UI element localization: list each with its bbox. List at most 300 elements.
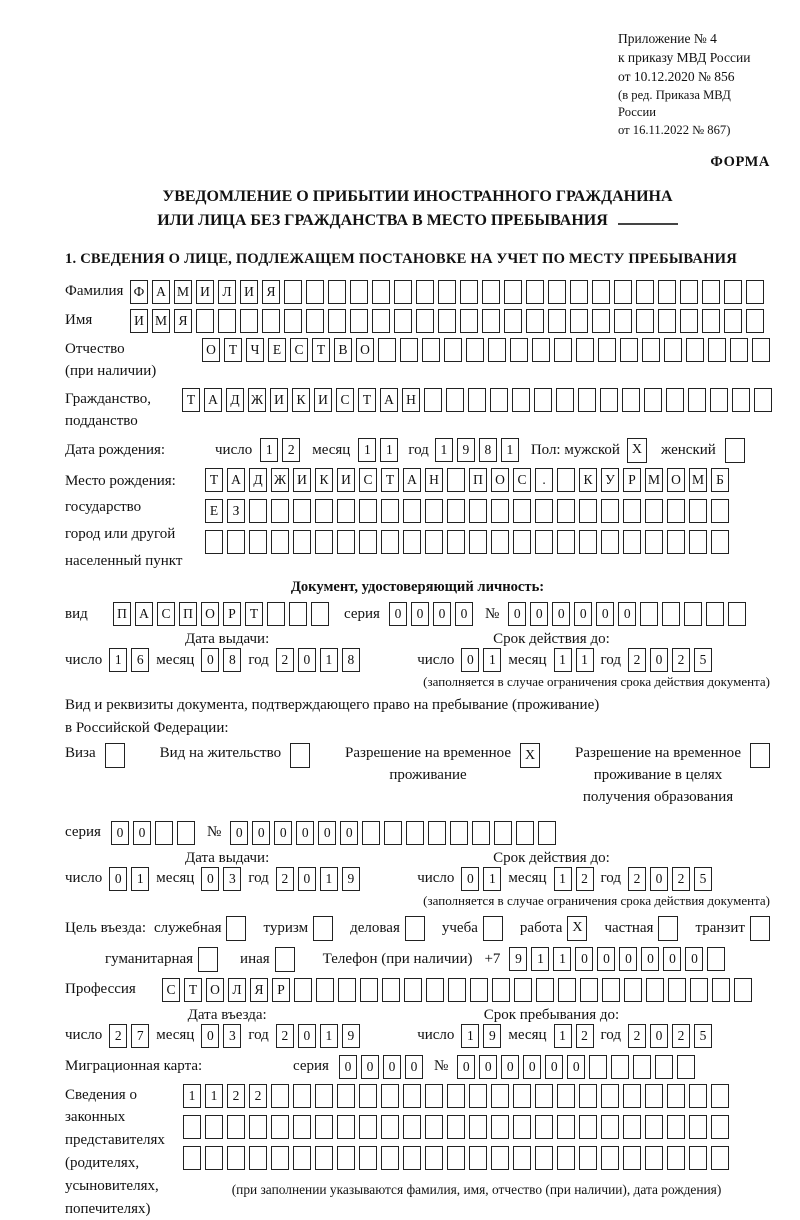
char-cell[interactable] xyxy=(284,280,302,304)
char-cell[interactable] xyxy=(293,1115,311,1139)
char-cell[interactable]: 0 xyxy=(530,602,548,626)
char-cell[interactable] xyxy=(711,530,729,554)
char-cell[interactable] xyxy=(504,280,522,304)
char-cell[interactable] xyxy=(535,1084,553,1108)
char-cell[interactable] xyxy=(645,1146,663,1170)
char-cell[interactable]: 0 xyxy=(383,1055,401,1079)
char-cell[interactable] xyxy=(580,978,598,1002)
char-cell[interactable] xyxy=(359,499,377,523)
char-cell[interactable] xyxy=(404,978,422,1002)
char-cell[interactable]: 2 xyxy=(249,1084,267,1108)
char-cell[interactable] xyxy=(686,338,704,362)
char-cell[interactable]: П xyxy=(469,468,487,492)
char-cell[interactable]: Т xyxy=(381,468,399,492)
char-cell[interactable] xyxy=(155,821,173,845)
char-cell[interactable]: И xyxy=(314,388,332,412)
char-cell[interactable] xyxy=(384,821,402,845)
char-cell[interactable]: 5 xyxy=(694,1024,712,1048)
char-cell[interactable]: 9 xyxy=(342,1024,360,1048)
char-cell[interactable]: 1 xyxy=(183,1084,201,1108)
char-cell[interactable]: 0 xyxy=(298,867,316,891)
char-cell[interactable]: 2 xyxy=(227,1084,245,1108)
char-cell[interactable] xyxy=(707,947,725,971)
char-cell[interactable] xyxy=(711,499,729,523)
char-cell[interactable] xyxy=(294,978,312,1002)
char-cell[interactable]: 0 xyxy=(567,1055,585,1079)
char-cell[interactable] xyxy=(422,338,440,362)
char-cell[interactable] xyxy=(337,499,355,523)
char-cell[interactable] xyxy=(205,530,223,554)
char-cell[interactable]: 1 xyxy=(554,1024,572,1048)
char-cell[interactable] xyxy=(491,530,509,554)
purpose-option-checkbox[interactable] xyxy=(658,916,678,941)
char-cell[interactable]: Р xyxy=(223,602,241,626)
char-cell[interactable] xyxy=(337,1146,355,1170)
char-cell[interactable] xyxy=(633,1055,651,1079)
char-cell[interactable] xyxy=(218,309,236,333)
char-cell[interactable] xyxy=(557,1146,575,1170)
char-cell[interactable]: Я xyxy=(250,978,268,1002)
char-cell[interactable] xyxy=(752,338,770,362)
char-cell[interactable]: О xyxy=(206,978,224,1002)
char-cell[interactable] xyxy=(513,1084,531,1108)
char-cell[interactable] xyxy=(689,499,707,523)
char-cell[interactable]: 0 xyxy=(685,947,703,971)
char-cell[interactable] xyxy=(570,280,588,304)
char-cell[interactable]: И xyxy=(130,309,148,333)
char-cell[interactable] xyxy=(362,821,380,845)
char-cell[interactable]: 9 xyxy=(509,947,527,971)
char-cell[interactable]: 1 xyxy=(483,648,501,672)
char-cell[interactable] xyxy=(601,1084,619,1108)
char-cell[interactable] xyxy=(601,1146,619,1170)
char-cell[interactable]: М xyxy=(689,468,707,492)
char-cell[interactable] xyxy=(662,602,680,626)
char-cell[interactable] xyxy=(645,1115,663,1139)
char-cell[interactable]: Д xyxy=(249,468,267,492)
char-cell[interactable] xyxy=(557,530,575,554)
char-cell[interactable] xyxy=(622,388,640,412)
char-cell[interactable] xyxy=(490,388,508,412)
char-cell[interactable]: Л xyxy=(218,280,236,304)
char-cell[interactable] xyxy=(337,1084,355,1108)
char-cell[interactable]: 2 xyxy=(576,1024,594,1048)
char-cell[interactable] xyxy=(438,280,456,304)
char-cell[interactable]: 1 xyxy=(461,1024,479,1048)
char-cell[interactable]: Я xyxy=(262,280,280,304)
char-cell[interactable]: 0 xyxy=(457,1055,475,1079)
char-cell[interactable] xyxy=(359,1115,377,1139)
char-cell[interactable] xyxy=(667,1084,685,1108)
char-cell[interactable]: Е xyxy=(268,338,286,362)
char-cell[interactable]: 1 xyxy=(358,438,376,462)
char-cell[interactable] xyxy=(579,1146,597,1170)
char-cell[interactable]: О xyxy=(356,338,374,362)
char-cell[interactable]: 0 xyxy=(318,821,336,845)
char-cell[interactable] xyxy=(557,499,575,523)
char-cell[interactable] xyxy=(416,280,434,304)
char-cell[interactable]: 0 xyxy=(109,867,127,891)
char-cell[interactable] xyxy=(492,978,510,1002)
char-cell[interactable]: 0 xyxy=(461,867,479,891)
char-cell[interactable]: 0 xyxy=(641,947,659,971)
char-cell[interactable] xyxy=(538,821,556,845)
char-cell[interactable] xyxy=(598,338,616,362)
char-cell[interactable]: 0 xyxy=(650,648,668,672)
char-cell[interactable]: Т xyxy=(224,338,242,362)
char-cell[interactable]: О xyxy=(491,468,509,492)
char-cell[interactable] xyxy=(271,1146,289,1170)
char-cell[interactable] xyxy=(623,1146,641,1170)
char-cell[interactable] xyxy=(754,388,772,412)
char-cell[interactable] xyxy=(516,821,534,845)
char-cell[interactable] xyxy=(548,309,566,333)
char-cell[interactable] xyxy=(482,309,500,333)
char-cell[interactable]: 0 xyxy=(252,821,270,845)
char-cell[interactable] xyxy=(667,499,685,523)
char-cell[interactable] xyxy=(730,338,748,362)
char-cell[interactable] xyxy=(403,499,421,523)
char-cell[interactable] xyxy=(601,1115,619,1139)
char-cell[interactable]: 2 xyxy=(672,1024,690,1048)
char-cell[interactable]: 0 xyxy=(545,1055,563,1079)
char-cell[interactable] xyxy=(636,309,654,333)
char-cell[interactable] xyxy=(205,1146,223,1170)
char-cell[interactable] xyxy=(337,530,355,554)
sex-female-checkbox[interactable] xyxy=(725,438,745,463)
char-cell[interactable] xyxy=(447,1084,465,1108)
char-cell[interactable] xyxy=(513,1115,531,1139)
char-cell[interactable] xyxy=(350,280,368,304)
char-cell[interactable] xyxy=(513,1146,531,1170)
char-cell[interactable] xyxy=(315,1084,333,1108)
char-cell[interactable] xyxy=(249,530,267,554)
residence-permit-checkbox[interactable] xyxy=(290,743,310,768)
char-cell[interactable] xyxy=(271,1084,289,1108)
char-cell[interactable]: П xyxy=(113,602,131,626)
char-cell[interactable] xyxy=(378,338,396,362)
char-cell[interactable]: 1 xyxy=(554,867,572,891)
char-cell[interactable] xyxy=(688,388,706,412)
char-cell[interactable] xyxy=(466,338,484,362)
char-cell[interactable] xyxy=(381,1146,399,1170)
char-cell[interactable] xyxy=(425,530,443,554)
purpose-option-checkbox[interactable] xyxy=(750,916,770,941)
char-cell[interactable]: 0 xyxy=(479,1055,497,1079)
char-cell[interactable] xyxy=(359,530,377,554)
char-cell[interactable] xyxy=(293,499,311,523)
char-cell[interactable] xyxy=(512,388,530,412)
char-cell[interactable]: 0 xyxy=(133,821,151,845)
char-cell[interactable] xyxy=(690,978,708,1002)
char-cell[interactable] xyxy=(702,280,720,304)
char-cell[interactable]: Б xyxy=(711,468,729,492)
char-cell[interactable] xyxy=(532,338,550,362)
char-cell[interactable] xyxy=(316,978,334,1002)
char-cell[interactable] xyxy=(425,1084,443,1108)
char-cell[interactable] xyxy=(271,530,289,554)
char-cell[interactable]: О xyxy=(201,602,219,626)
char-cell[interactable] xyxy=(680,309,698,333)
char-cell[interactable] xyxy=(381,530,399,554)
char-cell[interactable] xyxy=(494,821,512,845)
char-cell[interactable]: М xyxy=(152,309,170,333)
char-cell[interactable] xyxy=(447,1146,465,1170)
char-cell[interactable]: 9 xyxy=(457,438,475,462)
char-cell[interactable] xyxy=(328,309,346,333)
char-cell[interactable]: А xyxy=(152,280,170,304)
char-cell[interactable]: 7 xyxy=(131,1024,149,1048)
char-cell[interactable]: 2 xyxy=(276,867,294,891)
char-cell[interactable] xyxy=(469,499,487,523)
char-cell[interactable] xyxy=(600,388,618,412)
char-cell[interactable] xyxy=(614,309,632,333)
char-cell[interactable] xyxy=(712,978,730,1002)
char-cell[interactable] xyxy=(447,499,465,523)
char-cell[interactable]: 0 xyxy=(596,602,614,626)
char-cell[interactable]: 2 xyxy=(276,1024,294,1048)
char-cell[interactable]: Т xyxy=(245,602,263,626)
char-cell[interactable]: 1 xyxy=(380,438,398,462)
char-cell[interactable]: 2 xyxy=(282,438,300,462)
char-cell[interactable] xyxy=(267,602,285,626)
char-cell[interactable]: С xyxy=(290,338,308,362)
char-cell[interactable] xyxy=(196,309,214,333)
purpose-option-checkbox[interactable] xyxy=(226,916,246,941)
char-cell[interactable] xyxy=(680,280,698,304)
char-cell[interactable] xyxy=(579,1084,597,1108)
char-cell[interactable] xyxy=(338,978,356,1002)
char-cell[interactable] xyxy=(534,388,552,412)
char-cell[interactable]: 2 xyxy=(276,648,294,672)
char-cell[interactable] xyxy=(491,499,509,523)
char-cell[interactable]: 1 xyxy=(554,648,572,672)
char-cell[interactable] xyxy=(488,338,506,362)
char-cell[interactable] xyxy=(183,1115,201,1139)
char-cell[interactable] xyxy=(425,1146,443,1170)
char-cell[interactable] xyxy=(514,978,532,1002)
char-cell[interactable]: 1 xyxy=(576,648,594,672)
char-cell[interactable] xyxy=(447,1115,465,1139)
char-cell[interactable]: Н xyxy=(425,468,443,492)
char-cell[interactable] xyxy=(620,338,638,362)
char-cell[interactable] xyxy=(614,280,632,304)
char-cell[interactable]: 2 xyxy=(576,867,594,891)
char-cell[interactable] xyxy=(416,309,434,333)
purpose-option-checkbox[interactable] xyxy=(405,916,425,941)
char-cell[interactable]: 0 xyxy=(650,1024,668,1048)
char-cell[interactable] xyxy=(623,499,641,523)
temporary-permit-checkbox[interactable]: X xyxy=(520,743,540,768)
char-cell[interactable]: 1 xyxy=(553,947,571,971)
char-cell[interactable] xyxy=(271,1115,289,1139)
char-cell[interactable] xyxy=(311,602,329,626)
char-cell[interactable] xyxy=(249,1115,267,1139)
char-cell[interactable] xyxy=(425,499,443,523)
char-cell[interactable]: И xyxy=(270,388,288,412)
char-cell[interactable]: 0 xyxy=(298,648,316,672)
char-cell[interactable]: 0 xyxy=(296,821,314,845)
char-cell[interactable]: О xyxy=(667,468,685,492)
char-cell[interactable]: Т xyxy=(358,388,376,412)
char-cell[interactable] xyxy=(589,1055,607,1079)
char-cell[interactable] xyxy=(579,530,597,554)
char-cell[interactable] xyxy=(728,602,746,626)
char-cell[interactable] xyxy=(472,821,490,845)
char-cell[interactable]: 9 xyxy=(342,867,360,891)
char-cell[interactable] xyxy=(249,1146,267,1170)
char-cell[interactable] xyxy=(732,388,750,412)
char-cell[interactable]: 0 xyxy=(201,648,219,672)
char-cell[interactable] xyxy=(394,280,412,304)
char-cell[interactable] xyxy=(469,530,487,554)
char-cell[interactable]: Ф xyxy=(130,280,148,304)
char-cell[interactable]: Д xyxy=(226,388,244,412)
char-cell[interactable] xyxy=(382,978,400,1002)
char-cell[interactable] xyxy=(645,530,663,554)
char-cell[interactable] xyxy=(293,1084,311,1108)
char-cell[interactable]: 6 xyxy=(131,648,149,672)
char-cell[interactable]: 0 xyxy=(201,1024,219,1048)
char-cell[interactable]: 0 xyxy=(405,1055,423,1079)
char-cell[interactable] xyxy=(469,1146,487,1170)
char-cell[interactable] xyxy=(315,1146,333,1170)
char-cell[interactable]: 5 xyxy=(694,867,712,891)
education-permit-checkbox[interactable] xyxy=(750,743,770,768)
char-cell[interactable] xyxy=(328,280,346,304)
visa-checkbox[interactable] xyxy=(105,743,125,768)
char-cell[interactable] xyxy=(710,388,728,412)
char-cell[interactable]: К xyxy=(579,468,597,492)
char-cell[interactable] xyxy=(658,280,676,304)
char-cell[interactable]: 2 xyxy=(628,867,646,891)
char-cell[interactable] xyxy=(513,530,531,554)
char-cell[interactable] xyxy=(381,1115,399,1139)
char-cell[interactable] xyxy=(602,978,620,1002)
char-cell[interactable]: Р xyxy=(623,468,641,492)
char-cell[interactable]: Р xyxy=(272,978,290,1002)
char-cell[interactable]: Т xyxy=(182,388,200,412)
char-cell[interactable] xyxy=(666,388,684,412)
char-cell[interactable] xyxy=(482,280,500,304)
char-cell[interactable]: 1 xyxy=(435,438,453,462)
char-cell[interactable]: И xyxy=(240,280,258,304)
char-cell[interactable]: О xyxy=(202,338,220,362)
char-cell[interactable]: Ж xyxy=(271,468,289,492)
char-cell[interactable]: 2 xyxy=(628,1024,646,1048)
char-cell[interactable] xyxy=(570,309,588,333)
char-cell[interactable] xyxy=(438,309,456,333)
char-cell[interactable]: А xyxy=(380,388,398,412)
char-cell[interactable] xyxy=(491,1146,509,1170)
char-cell[interactable]: 0 xyxy=(389,602,407,626)
char-cell[interactable] xyxy=(526,280,544,304)
char-cell[interactable] xyxy=(711,1146,729,1170)
char-cell[interactable] xyxy=(556,388,574,412)
char-cell[interactable]: 1 xyxy=(205,1084,223,1108)
char-cell[interactable] xyxy=(359,1146,377,1170)
char-cell[interactable] xyxy=(711,1115,729,1139)
char-cell[interactable] xyxy=(381,1084,399,1108)
char-cell[interactable] xyxy=(403,1084,421,1108)
char-cell[interactable] xyxy=(284,309,302,333)
char-cell[interactable] xyxy=(640,602,658,626)
char-cell[interactable] xyxy=(689,530,707,554)
char-cell[interactable] xyxy=(646,978,664,1002)
char-cell[interactable]: Ч xyxy=(246,338,264,362)
char-cell[interactable]: 0 xyxy=(298,1024,316,1048)
char-cell[interactable] xyxy=(446,388,464,412)
char-cell[interactable]: А xyxy=(204,388,222,412)
char-cell[interactable] xyxy=(293,1146,311,1170)
char-cell[interactable] xyxy=(689,1146,707,1170)
char-cell[interactable] xyxy=(403,1115,421,1139)
char-cell[interactable]: Ж xyxy=(248,388,266,412)
char-cell[interactable] xyxy=(293,530,311,554)
char-cell[interactable] xyxy=(372,309,390,333)
char-cell[interactable] xyxy=(372,280,390,304)
char-cell[interactable]: 0 xyxy=(230,821,248,845)
char-cell[interactable] xyxy=(350,309,368,333)
char-cell[interactable] xyxy=(601,530,619,554)
char-cell[interactable] xyxy=(579,499,597,523)
char-cell[interactable] xyxy=(491,1084,509,1108)
char-cell[interactable]: 0 xyxy=(552,602,570,626)
char-cell[interactable]: В xyxy=(334,338,352,362)
char-cell[interactable] xyxy=(183,1146,201,1170)
char-cell[interactable] xyxy=(592,280,610,304)
purpose-option-checkbox[interactable] xyxy=(483,916,503,941)
char-cell[interactable] xyxy=(724,280,742,304)
char-cell[interactable]: 5 xyxy=(694,648,712,672)
char-cell[interactable] xyxy=(667,1146,685,1170)
char-cell[interactable] xyxy=(403,1146,421,1170)
char-cell[interactable]: 8 xyxy=(223,648,241,672)
char-cell[interactable] xyxy=(227,1146,245,1170)
char-cell[interactable] xyxy=(746,280,764,304)
char-cell[interactable] xyxy=(450,821,468,845)
char-cell[interactable]: А xyxy=(135,602,153,626)
char-cell[interactable] xyxy=(734,978,752,1002)
char-cell[interactable] xyxy=(447,468,465,492)
char-cell[interactable]: 0 xyxy=(508,602,526,626)
char-cell[interactable]: М xyxy=(645,468,663,492)
char-cell[interactable] xyxy=(554,338,572,362)
char-cell[interactable] xyxy=(708,338,726,362)
char-cell[interactable] xyxy=(428,821,446,845)
char-cell[interactable] xyxy=(249,499,267,523)
char-cell[interactable]: 0 xyxy=(274,821,292,845)
purpose-option-checkbox[interactable] xyxy=(313,916,333,941)
char-cell[interactable]: 0 xyxy=(574,602,592,626)
char-cell[interactable] xyxy=(227,1115,245,1139)
char-cell[interactable] xyxy=(724,309,742,333)
char-cell[interactable]: 1 xyxy=(260,438,278,462)
char-cell[interactable] xyxy=(658,309,676,333)
char-cell[interactable] xyxy=(360,978,378,1002)
char-cell[interactable] xyxy=(513,499,531,523)
char-cell[interactable] xyxy=(424,388,442,412)
char-cell[interactable]: Т xyxy=(184,978,202,1002)
char-cell[interactable] xyxy=(271,499,289,523)
char-cell[interactable] xyxy=(444,338,462,362)
char-cell[interactable]: У xyxy=(601,468,619,492)
char-cell[interactable]: 0 xyxy=(411,602,429,626)
char-cell[interactable] xyxy=(177,821,195,845)
char-cell[interactable] xyxy=(381,499,399,523)
char-cell[interactable] xyxy=(448,978,466,1002)
char-cell[interactable]: 0 xyxy=(523,1055,541,1079)
